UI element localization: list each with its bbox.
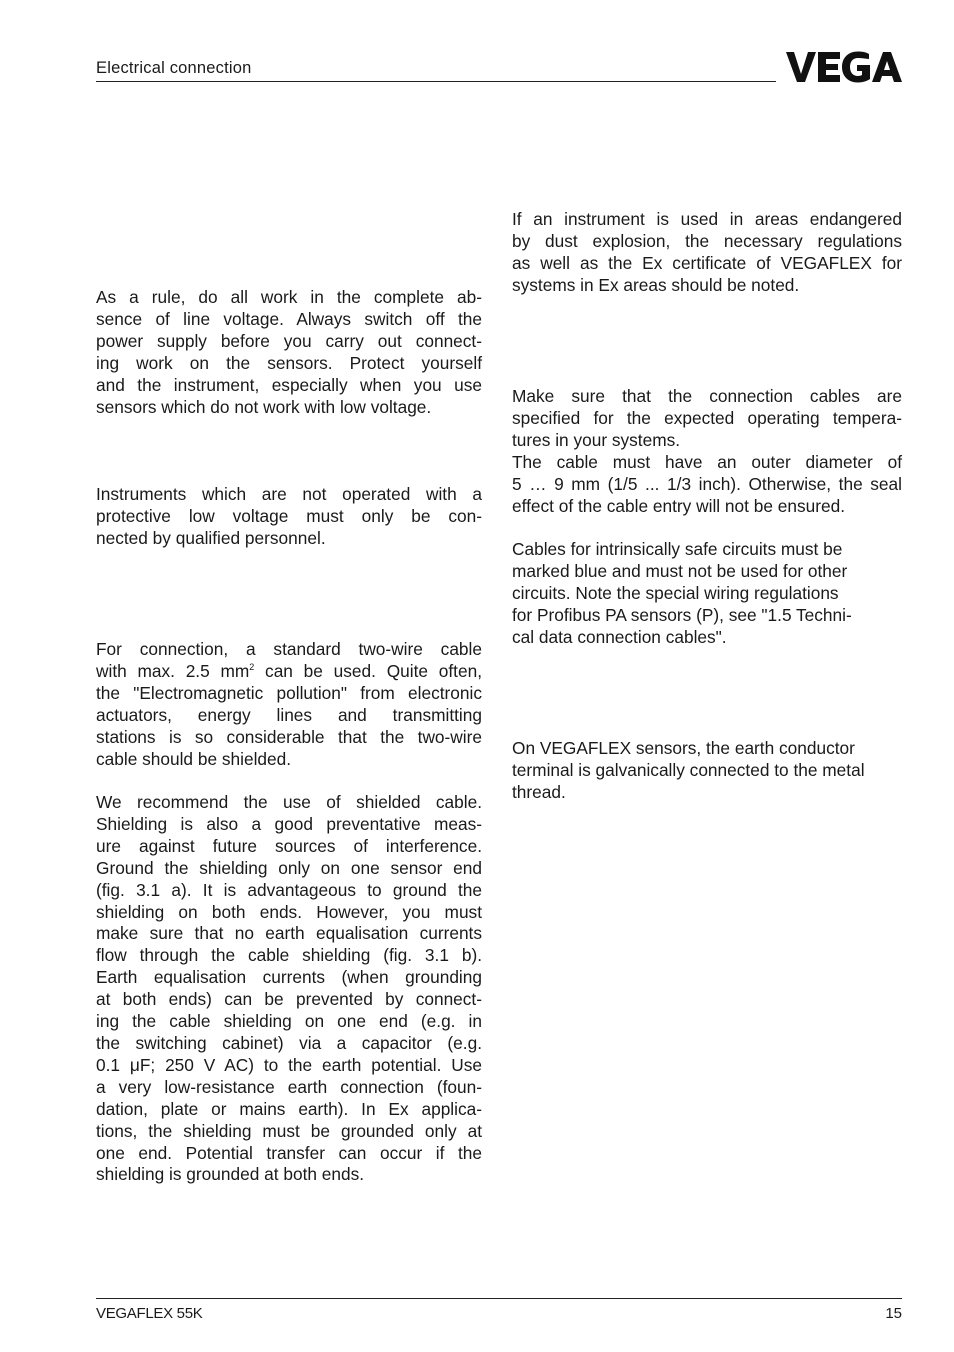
text-line: marked blue and must not be used for other [512,560,848,581]
text-line: Cables for intrinsically safe circuits must be [512,539,843,559]
text-line: by dust explosion, the necessary regulations [512,230,902,251]
paragraph-intrinsically-safe [512,539,902,649]
text-line: cable should be shielded. [96,748,292,769]
paragraph-earth-conductor [512,738,902,804]
text-line: For connection, a standard two-wire cable [96,639,482,659]
text-line: shielding is grounded at both ends. [96,1164,365,1185]
text-line: dation, plate or mains earth). In Ex applica- [96,1098,482,1119]
text-line: Earth equalisation currents (when grounding [96,967,482,988]
running-header: Electrical connection [96,59,252,77]
paragraph-cable-connection [96,639,482,770]
text-line: and the instrument, especially when you use [96,374,482,395]
text-line: sensors which do not work with low voltage. [96,396,432,417]
text-line: effect of the cable entry will not be ensured. [512,495,846,516]
text-line: ing work on the sensors. Protect yourself [96,352,482,373]
superscript: 2 [249,661,255,672]
text-line: shielding on both ends. However, you must [96,901,482,922]
paragraph-qualified-personnel [96,484,482,550]
right-column-cables [512,386,902,517]
text-line: actuators, energy lines and transmitting [96,704,482,725]
text-line: for Profibus PA sensors (P), see "1.5 Techni- [512,604,852,625]
paragraph-voltage-safety [96,287,482,418]
text-line: one end. Potential transfer can occur if the [96,1142,482,1163]
left-column-shielding [96,792,482,1186]
text-line: cal data connection cables". [512,626,727,647]
footer-product-name: VEGAFLEX 55K [96,1305,203,1322]
footer-divider [96,1298,902,1299]
text-line: tures in your systems. [512,429,681,450]
text-line: make sure that no earth equalisation currents [96,923,482,944]
text-line: flow through the cable shielding (fig. 3.1 b). [96,945,482,966]
paragraph-ex-areas [512,209,902,297]
text-line: nected by qualified personnel. [96,527,326,548]
text-line: thread. [512,781,566,802]
text-line: Ground the shielding only on one sensor end [96,857,482,878]
text-line: 5 … 9 mm (1/5 ... 1/3 inch). Otherwise, the seal [512,473,902,494]
text-line: We recommend the use of shielded cable. [96,792,482,812]
text-line: (fig. 3.1 a). It is advantageous to ground the [96,879,482,900]
right-column-intrinsic [512,539,902,649]
text-line: the switching cabinet) via a capacitor (e.g. [96,1032,482,1053]
text-line: On VEGAFLEX sensors, the earth conductor [512,738,855,758]
paragraph-shielding [96,792,482,1186]
text-line: Shielding is also a good preventative meas- [96,813,482,834]
text-line: ure against future sources of interference. [96,835,482,856]
text-line: ing the cable shielding on one end (e.g. in [96,1011,482,1032]
right-column-ex [512,209,902,297]
text-segment: can be used. Quite often, [254,660,482,681]
text-line: The cable must have an outer diameter of [512,451,902,472]
text-line: circuits. Note the special wiring regulations [512,582,839,603]
text-line: at both ends) can be prevented by connect- [96,989,482,1010]
text-line: protective low voltage must only be con- [96,505,482,526]
text-line: systems in Ex areas should be noted. [512,274,800,295]
text-line: 0.1 μF; 250 V AC) to the earth potential. Use [96,1054,482,1075]
right-column-earth [512,738,902,804]
paragraph-connection-cables [512,386,902,517]
text-line: specified for the expected operating tempera- [512,407,902,428]
text-line: Instruments which are not operated with a [96,484,482,504]
text-line: power supply before you carry out connect- [96,330,482,351]
text-line: the "Electromagnetic pollution" from electronic [96,682,482,703]
left-column [96,287,482,418]
vega-logo [786,50,902,84]
text-line [96,661,482,683]
text-line: a very low-resistance earth connection (foun- [96,1076,482,1097]
text-line: sence of line voltage. Always switch off the [96,308,482,329]
text-line: tions, the shielding must be grounded only at [96,1120,482,1141]
text-line: If an instrument is used in areas endangered [512,209,902,229]
page-number: 15 [885,1305,902,1322]
left-column-qualified [96,484,482,550]
text-line: as well as the Ex certificate of VEGAFLEX for [512,252,902,273]
text-line: stations is so considerable that the two-wire [96,726,482,747]
left-column-cable [96,639,482,770]
text-segment: with max. 2.5 mm [96,660,250,681]
text-line: terminal is galvanically connected to the metal [512,759,865,780]
text-line: As a rule, do all work in the complete ab- [96,287,482,307]
text-line: Make sure that the connection cables are [512,386,902,406]
header-divider [96,81,776,82]
